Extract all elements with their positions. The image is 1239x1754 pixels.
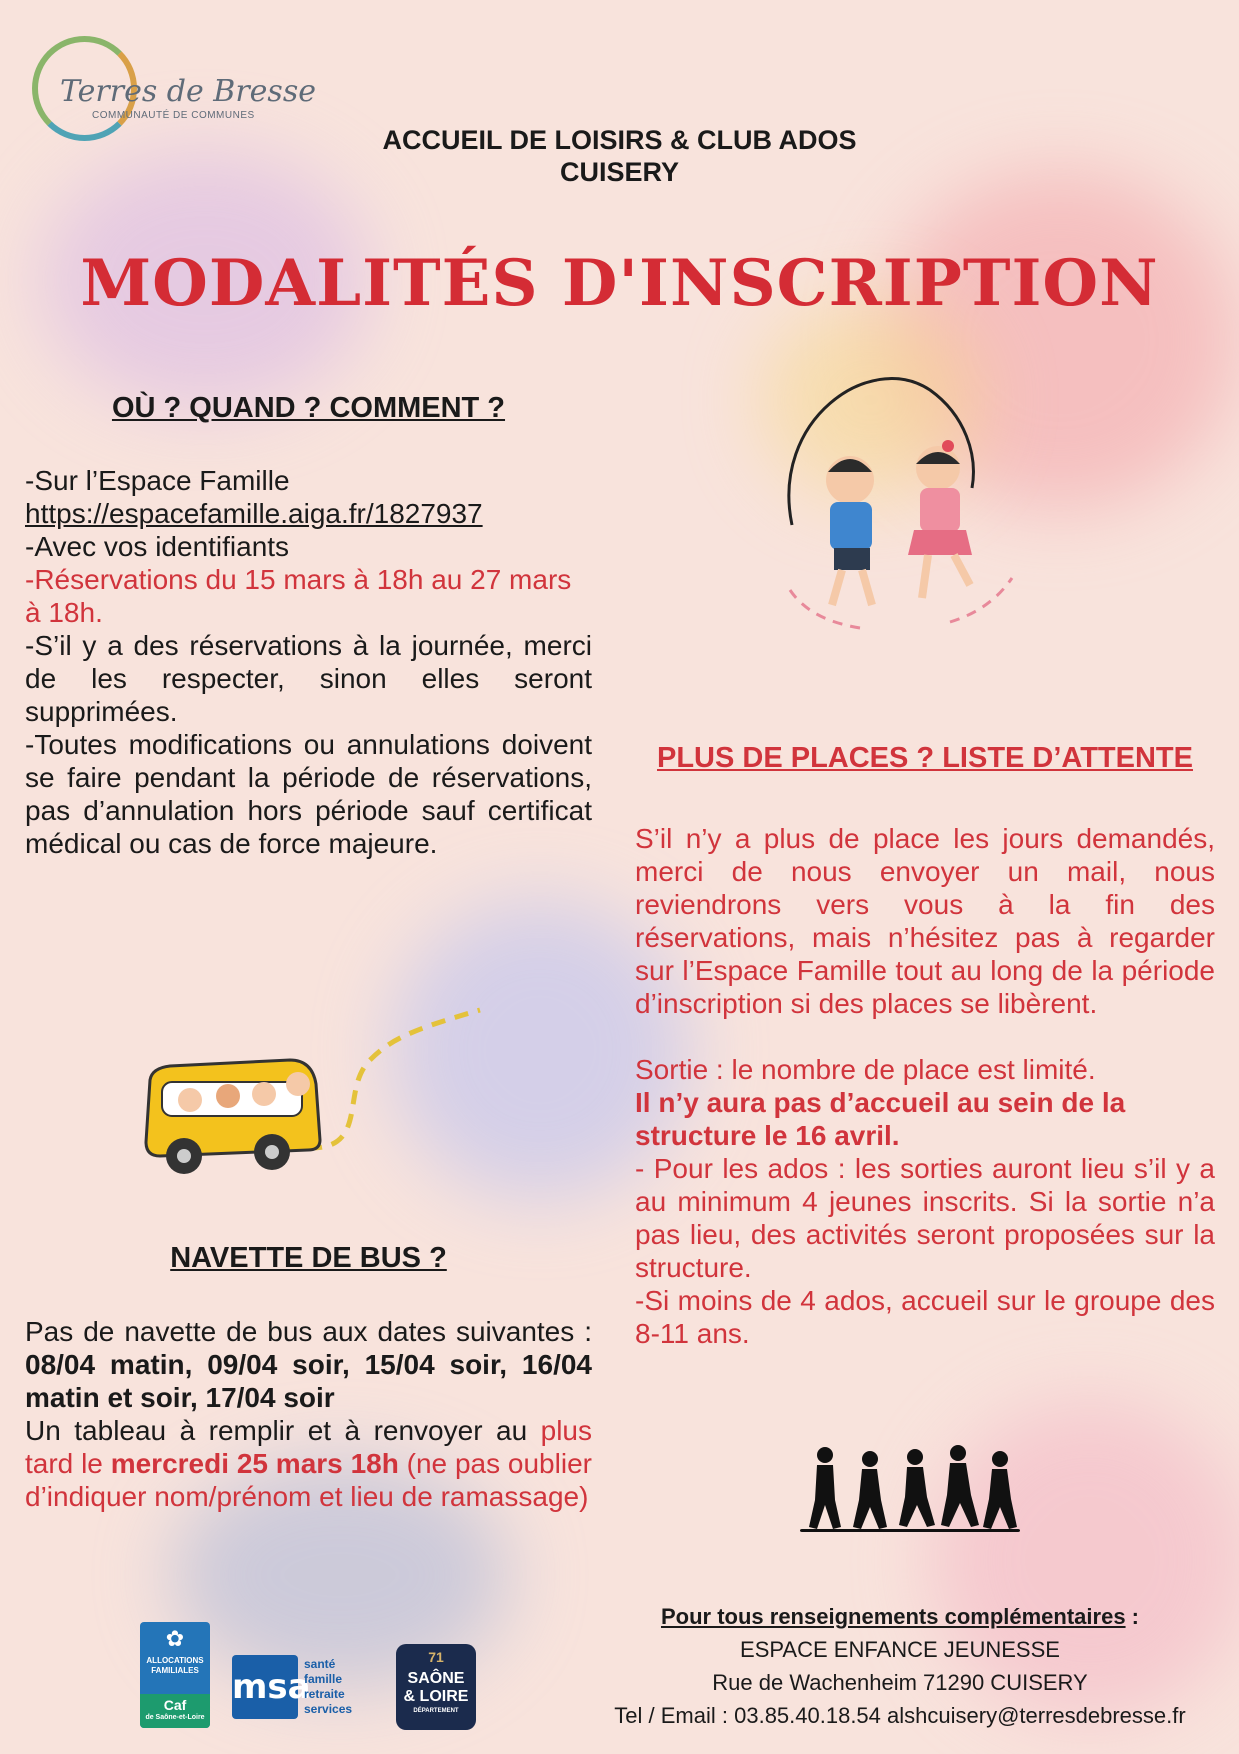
logo-name: Terres de Bresse <box>60 74 316 109</box>
bus-excluded-dates: 08/04 matin, 09/04 soir, 15/04 soir, 16/04 matin et soir, 17/04 soir <box>25 1349 592 1413</box>
caf-region: de Saône-et-Loire <box>145 1714 205 1721</box>
contact-title: Pour tous renseignements complémentaires <box>660 1604 1126 1629</box>
day-reservations-rule: -S’il y a des réservations à la journée, merci de les respecter, sinon elles seront supprimées. <box>25 630 592 727</box>
msa-logo <box>232 1655 374 1719</box>
header <box>0 124 1239 188</box>
msa-line-1: santé <box>304 1657 336 1671</box>
bus-table-text: Un tableau à remplir et à renvoyer au <box>25 1415 541 1446</box>
waiting-list-heading: PLUS DE PLACES ? LISTE D’ATTENTE <box>657 742 1193 774</box>
saone-line-1: SAÔNE <box>407 1670 465 1687</box>
bus-deadline-prefix: plus tard le <box>25 1415 592 1479</box>
contact-phone-email: Tel / Email : 03.85.40.18.54 alshcuisery@terresdebresse.fr <box>614 1703 1186 1728</box>
contact-title-colon: : <box>1125 1604 1140 1629</box>
waiting-list-section <box>635 822 1215 1350</box>
header-line1: ACCUEIL DE LOISIRS & CLUB ADOS <box>382 125 857 155</box>
saone-et-loire-logo <box>396 1644 476 1730</box>
msa-line-4: services <box>304 1702 353 1716</box>
saone-line-2: & LOIRE <box>403 1688 469 1705</box>
contact-organization: ESPACE ENFANCE JEUNESSE <box>740 1637 1060 1662</box>
msa-line-2: famille <box>304 1672 343 1686</box>
msa-mark: msa <box>232 1655 298 1719</box>
modifications-rule: -Toutes modifications ou annulations doivent se faire pendant la période de réservations, pas d’annulation hors période sauf certificat médical ou cas de force majeure. <box>25 729 592 859</box>
logo-subtitle: COMMUNAUTÉ DE COMMUNES <box>92 110 255 121</box>
bus-deadline: mercredi 25 mars 18h <box>110 1448 399 1479</box>
bus-shuttle-section <box>25 1315 592 1513</box>
closure-notice: Il n’y aura pas d’accueil au sein de la structure le 16 avril. <box>635 1087 1126 1151</box>
contact-block <box>560 1600 1239 1732</box>
caf-name: Caf <box>163 1697 187 1713</box>
espace-famille-line: -Sur l’Espace Famille <box>25 465 290 496</box>
school-bus-illustration <box>140 1000 490 1200</box>
page-title: MODALITÉS D'INSCRIPTION <box>80 246 1159 321</box>
children-silhouettes-illustration <box>795 1445 1025 1535</box>
bus-shuttle-heading: NAVETTE DE BUS ? <box>170 1242 447 1274</box>
bus-intro: Pas de navette de bus aux dates suivantes : <box>25 1316 592 1347</box>
where-when-how-heading: OÙ ? QUAND ? COMMENT ? <box>111 392 506 424</box>
saone-number: 71 <box>428 1649 444 1665</box>
msa-line-3: retraite <box>304 1687 345 1701</box>
waiting-list-paragraph: S’il n’y a plus de place les jours demandés, merci de nous envoyer un mail, nous reviendrons vers vous à la fin des réservations, mais n’hésitez pas à regarder sur l’Espace Famille tout au long de la période d’inscription si des places se libèrent. <box>635 823 1215 1019</box>
teens-outing-rule: - Pour les ados : les sorties auront lieu s’il y a au minimum 4 jeunes inscrits. Si la sortie n’a pas lieu, des activités seront proposées sur la structure. <box>635 1153 1215 1283</box>
saone-line-3: DÉPARTEMENT <box>413 1708 459 1714</box>
caf-logo: ✿ ALLOCATIONS FAMILIALES Caf de Saône-et-Loire <box>140 1622 210 1728</box>
bus-deadline-suffix: (ne pas oublier d’indiquer nom/prénom et lieu de ramassage) <box>25 1448 592 1512</box>
where-when-how-section <box>25 464 592 860</box>
header-line2: CUISERY <box>559 157 680 187</box>
reservation-dates: -Réservations du 15 mars à 18h au 27 mars à 18h. <box>25 564 572 628</box>
credentials-line: -Avec vos identifiants <box>25 531 290 562</box>
espace-famille-link[interactable]: https://espacefamille.aiga.fr/1827937 <box>25 498 483 529</box>
outing-limit-note: Sortie : le nombre de place est limité. <box>635 1054 1096 1085</box>
fewer-teens-rule: -Si moins de 4 ados, accueil sur le groupe des 8-11 ans. <box>635 1285 1215 1349</box>
jump-rope-kids-illustration <box>750 360 1050 650</box>
caf-top-text: ALLOCATIONS FAMILIALES <box>146 1656 204 1675</box>
contact-address: Rue de Wachenheim 71290 CUISERY <box>712 1670 1088 1695</box>
